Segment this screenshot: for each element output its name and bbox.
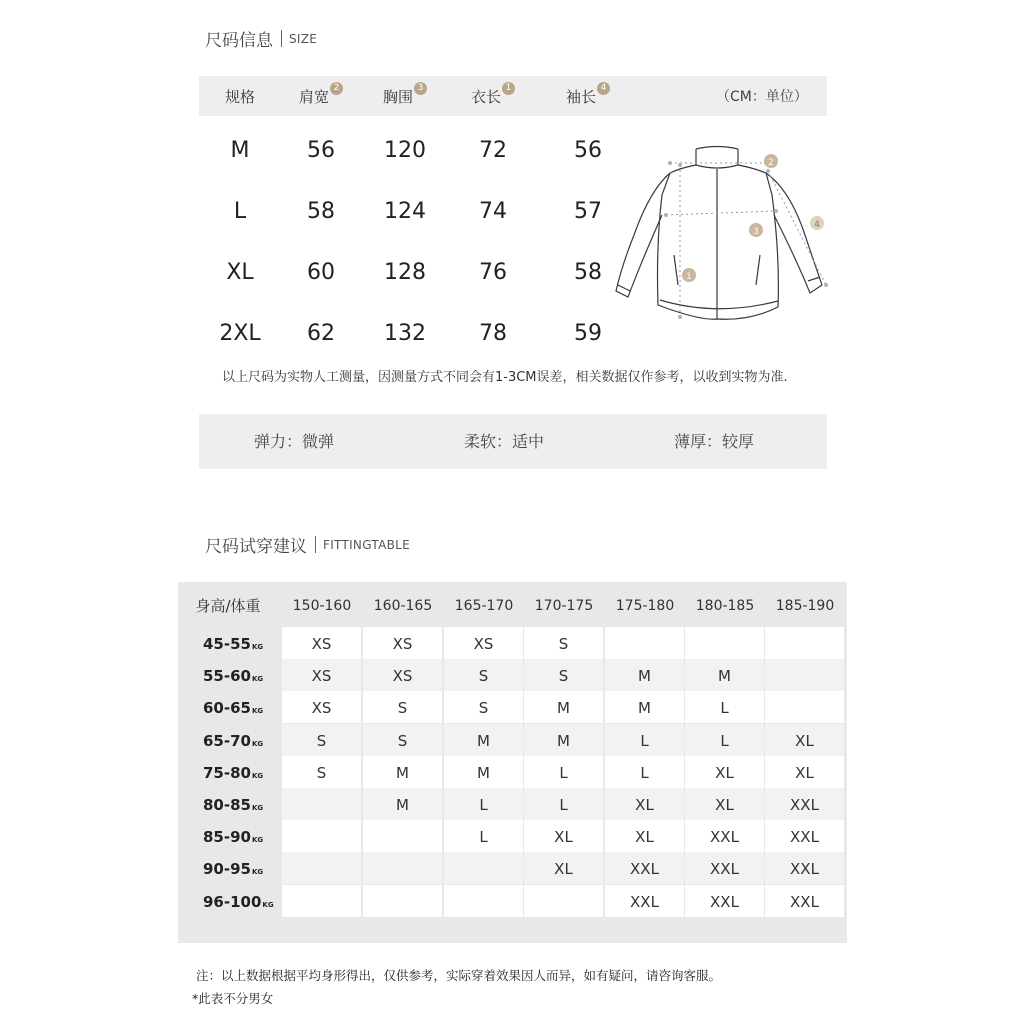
weight-unit: KG bbox=[251, 804, 264, 812]
fitting-row bbox=[178, 659, 847, 691]
fitting-row bbox=[178, 885, 847, 917]
recommended-size-cell bbox=[444, 885, 523, 917]
recommended-size-cell: XS bbox=[282, 691, 361, 723]
marker-1 bbox=[682, 268, 696, 282]
size-row bbox=[199, 321, 659, 361]
unit-label: （CM：单位） bbox=[716, 89, 808, 105]
footer-note: 注：以上数据根据平均身形得出，仅供参考，实际穿着效果因人而异，如有疑问，请咨询客服。 bbox=[196, 968, 722, 983]
marker-2-label: 2 bbox=[768, 158, 774, 168]
recommended-size-cell: XL bbox=[524, 820, 603, 852]
recommended-size-cell: L bbox=[444, 820, 523, 852]
weight-range-value: 96-100 bbox=[203, 892, 262, 911]
weight-range-value: 85-90 bbox=[203, 828, 251, 847]
recommended-size-cell: XS bbox=[282, 627, 361, 659]
recommended-size-cell: M bbox=[363, 756, 442, 788]
recommended-size-cell: XXL bbox=[765, 788, 844, 820]
property-value: 微弹 bbox=[302, 432, 335, 451]
weight-range-label bbox=[203, 724, 263, 756]
recommended-size-cell: XL bbox=[524, 852, 603, 884]
recommended-size-cell: S bbox=[524, 627, 603, 659]
weight-range-label bbox=[203, 788, 263, 820]
property-label: 薄厚： bbox=[674, 432, 723, 451]
property-label: 弹力： bbox=[254, 432, 303, 451]
recommended-size-cell: L bbox=[605, 724, 684, 756]
recommended-size-cell bbox=[444, 852, 523, 884]
recommended-size-cell bbox=[282, 852, 361, 884]
recommended-size-cell: XL bbox=[685, 788, 764, 820]
size-value: 124 bbox=[384, 199, 426, 224]
property-softness bbox=[464, 414, 544, 469]
recommended-size-cell: M bbox=[444, 756, 523, 788]
marker-2 bbox=[764, 154, 778, 168]
recommended-size-cell: L bbox=[685, 691, 764, 723]
fitting-row bbox=[178, 820, 847, 852]
fitting-row bbox=[178, 756, 847, 788]
weight-unit: KG bbox=[251, 836, 264, 845]
recommended-size-cell: XXL bbox=[765, 885, 844, 917]
recommended-size-cell: XS bbox=[363, 659, 442, 691]
size-value: 78 bbox=[479, 321, 507, 346]
recommended-size-cell: S bbox=[282, 756, 361, 788]
size-row bbox=[199, 260, 659, 300]
weight-range-label bbox=[203, 627, 263, 659]
recommended-size-cell: M bbox=[363, 788, 442, 820]
footer-gender-note: *此表不分男女 bbox=[192, 991, 274, 1006]
height-range-header: 165-170 bbox=[454, 598, 514, 614]
marker-3 bbox=[749, 223, 763, 237]
weight-unit: KG bbox=[251, 771, 264, 780]
fitting-row bbox=[178, 724, 847, 756]
marker-4-label: 4 bbox=[814, 220, 820, 230]
size-header-label: 规格 bbox=[224, 88, 256, 106]
recommended-size-cell bbox=[765, 691, 844, 723]
recommended-size-cell: M bbox=[524, 724, 603, 756]
property-label: 柔软： bbox=[464, 432, 513, 451]
recommended-size-cell: L bbox=[444, 788, 523, 820]
size-label: L bbox=[233, 199, 247, 224]
recommended-size-cell: M bbox=[685, 659, 764, 691]
recommended-size-cell bbox=[765, 659, 844, 691]
recommended-size-cell: S bbox=[363, 691, 442, 723]
weight-range-value: 75-80 bbox=[203, 763, 251, 782]
recommended-size-cell: XXL bbox=[685, 852, 764, 884]
size-header-label: 胸围 bbox=[382, 88, 414, 106]
recommended-size-cell: S bbox=[282, 724, 361, 756]
recommended-size-cell bbox=[605, 627, 684, 659]
recommended-size-cell: XXL bbox=[605, 852, 684, 884]
weight-unit: KG bbox=[251, 868, 264, 877]
height-weight-header: 身高/体重 bbox=[195, 597, 261, 615]
weight-range-label bbox=[203, 756, 263, 788]
size-value: 76 bbox=[479, 260, 507, 285]
height-range-header: 180-185 bbox=[695, 598, 755, 614]
weight-range-value: 55-60 bbox=[203, 667, 251, 686]
size-row bbox=[199, 199, 659, 239]
size-value: 57 bbox=[574, 199, 602, 224]
recommended-size-cell: XS bbox=[444, 627, 523, 659]
height-range-header: 185-190 bbox=[775, 598, 835, 614]
fitting-section-title bbox=[205, 532, 410, 557]
weight-range-value: 65-70 bbox=[203, 731, 251, 750]
measurement-lines bbox=[666, 163, 826, 317]
fitting-row bbox=[178, 627, 847, 659]
size-value: 56 bbox=[307, 138, 335, 163]
weight-unit: KG bbox=[251, 643, 264, 651]
size-title-cn: 尺码信息 bbox=[205, 31, 273, 51]
recommended-size-cell: XXL bbox=[765, 852, 844, 884]
weight-unit: KG bbox=[251, 707, 264, 716]
recommended-size-cell: XS bbox=[282, 659, 361, 691]
recommended-size-cell: L bbox=[605, 756, 684, 788]
recommended-size-cell: M bbox=[524, 691, 603, 723]
recommended-size-cell bbox=[282, 788, 361, 820]
weight-range-label bbox=[203, 885, 274, 917]
recommended-size-cell: XXL bbox=[605, 885, 684, 917]
size-label: XL bbox=[226, 260, 254, 285]
recommended-size-cell: XL bbox=[605, 820, 684, 852]
recommended-size-cell: XL bbox=[765, 724, 844, 756]
measurement-badge: 2 bbox=[330, 82, 343, 95]
recommended-size-cell: XXL bbox=[685, 885, 764, 917]
size-value: 128 bbox=[384, 260, 426, 285]
recommended-size-cell: S bbox=[444, 691, 523, 723]
property-thickness bbox=[674, 414, 754, 469]
recommended-size-cell bbox=[363, 820, 442, 852]
size-section-title bbox=[205, 26, 317, 51]
property-elasticity bbox=[254, 414, 334, 469]
recommended-size-cell: L bbox=[524, 788, 603, 820]
recommended-size-cell: XS bbox=[363, 627, 442, 659]
size-value: 59 bbox=[574, 321, 602, 346]
size-value: 74 bbox=[479, 199, 507, 224]
size-header-2 bbox=[383, 76, 427, 116]
weight-range-value: 80-85 bbox=[203, 796, 251, 814]
measurement-endpoints bbox=[664, 161, 828, 319]
recommended-size-cell: M bbox=[605, 659, 684, 691]
fitting-row bbox=[178, 852, 847, 884]
jacket-outline bbox=[616, 147, 822, 320]
recommended-size-cell bbox=[363, 852, 442, 884]
recommended-size-cell: S bbox=[363, 724, 442, 756]
measurement-badge: 3 bbox=[414, 82, 427, 95]
recommended-size-cell: XL bbox=[765, 756, 844, 788]
recommended-size-cell bbox=[363, 885, 442, 917]
marker-1-label: 1 bbox=[686, 272, 692, 282]
weight-range-value: 60-65 bbox=[203, 699, 251, 718]
fitting-title-en: FITTINGTABLE bbox=[323, 537, 410, 552]
size-header-0 bbox=[225, 76, 255, 116]
recommended-size-cell: M bbox=[444, 724, 523, 756]
size-value: 60 bbox=[307, 260, 335, 285]
measurement-badge: 4 bbox=[597, 82, 610, 95]
weight-range-label bbox=[203, 852, 263, 884]
measurement-badge: 1 bbox=[502, 82, 515, 95]
recommended-size-cell: L bbox=[524, 756, 603, 788]
size-table-header bbox=[199, 76, 827, 116]
size-row bbox=[199, 138, 659, 178]
property-value: 适中 bbox=[512, 432, 545, 451]
size-header-label: 衣长 bbox=[470, 88, 502, 106]
size-header-1 bbox=[299, 76, 343, 116]
size-value: 132 bbox=[384, 321, 426, 346]
recommended-size-cell: XL bbox=[685, 756, 764, 788]
property-value: 较厚 bbox=[722, 432, 755, 451]
weight-unit: KG bbox=[251, 675, 264, 684]
size-header-label: 肩宽 bbox=[298, 88, 330, 106]
height-range-header: 170-175 bbox=[534, 598, 594, 614]
height-range-header: 150-160 bbox=[292, 598, 352, 614]
marker-4 bbox=[810, 216, 824, 230]
weight-range-label bbox=[203, 820, 263, 852]
jacket-measurement-diagram bbox=[600, 135, 840, 335]
recommended-size-cell bbox=[524, 885, 603, 917]
recommended-size-cell: L bbox=[685, 724, 764, 756]
fitting-title-cn: 尺码试穿建议 bbox=[205, 537, 307, 557]
fitting-row bbox=[178, 788, 847, 820]
recommended-size-cell bbox=[282, 885, 361, 917]
height-range-header: 175-180 bbox=[615, 598, 675, 614]
weight-range-label bbox=[203, 691, 263, 723]
recommended-size-cell: S bbox=[444, 659, 523, 691]
size-value: 62 bbox=[307, 321, 335, 346]
fitting-table bbox=[178, 582, 847, 943]
size-value: 58 bbox=[574, 260, 602, 285]
weight-range-value: 45-55 bbox=[203, 635, 251, 653]
recommended-size-cell bbox=[282, 820, 361, 852]
size-title-en: SIZE bbox=[289, 31, 318, 46]
measurement-note: 以上尺码为实物人工测量，因测量方式不同会有1-3CM误差，相关数据仅作参考，以收到实物为准. bbox=[222, 370, 788, 385]
fitting-row bbox=[178, 691, 847, 723]
weight-range-value: 90-95 bbox=[203, 860, 251, 879]
size-value: 120 bbox=[384, 138, 426, 163]
recommended-size-cell: XXL bbox=[765, 820, 844, 852]
size-value: 72 bbox=[479, 138, 507, 163]
size-value: 56 bbox=[574, 138, 602, 163]
weight-unit: KG bbox=[262, 900, 274, 909]
weight-unit: KG bbox=[251, 739, 264, 748]
marker-3-label: 3 bbox=[753, 227, 759, 237]
recommended-size-cell: S bbox=[524, 659, 603, 691]
size-header-4 bbox=[566, 76, 610, 116]
size-header-label: 袖长 bbox=[565, 88, 597, 106]
title-divider bbox=[281, 30, 282, 47]
size-label: 2XL bbox=[219, 321, 261, 346]
recommended-size-cell: XXL bbox=[685, 820, 764, 852]
properties-bar bbox=[199, 414, 827, 469]
size-label: M bbox=[230, 138, 250, 163]
recommended-size-cell bbox=[765, 627, 844, 659]
size-value: 58 bbox=[307, 199, 335, 224]
height-range-header: 160-165 bbox=[373, 598, 433, 614]
size-header-3 bbox=[471, 76, 515, 116]
recommended-size-cell: XL bbox=[605, 788, 684, 820]
weight-range-label bbox=[203, 659, 263, 691]
title-divider bbox=[315, 536, 316, 553]
recommended-size-cell bbox=[685, 627, 764, 659]
recommended-size-cell: M bbox=[605, 691, 684, 723]
